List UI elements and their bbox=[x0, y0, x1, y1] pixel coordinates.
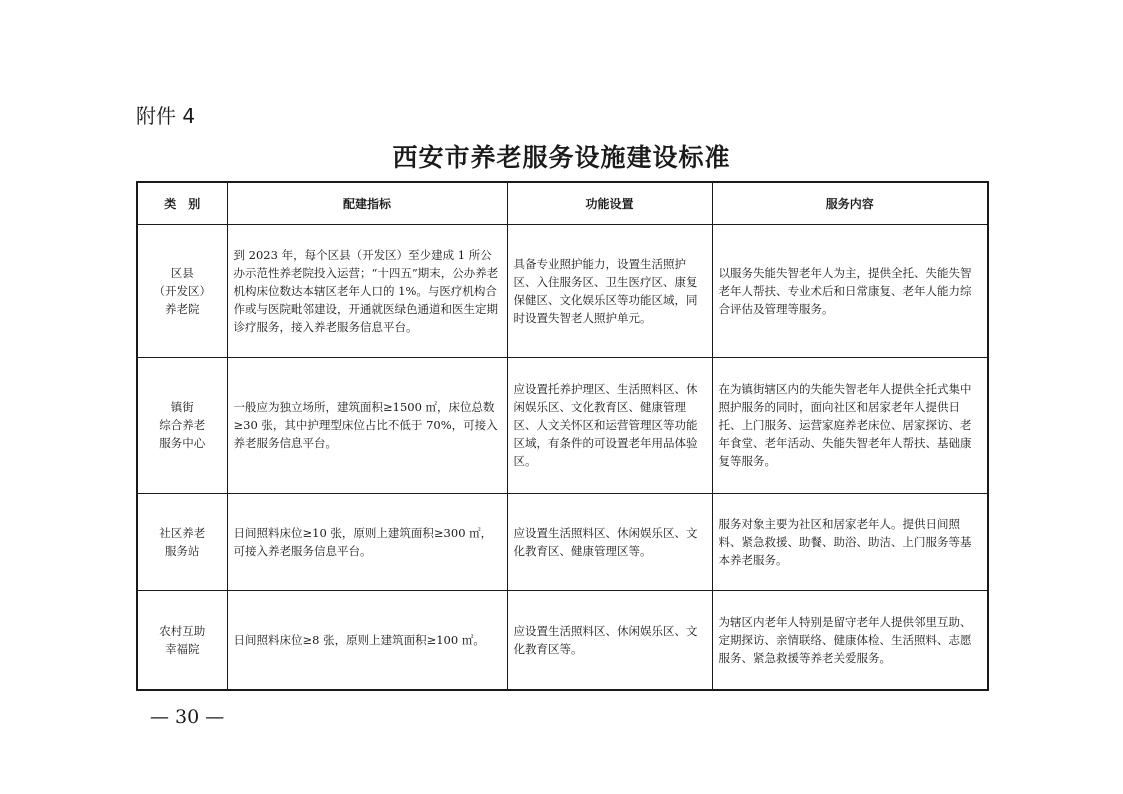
standard-cell: 到 2023 年，每个区县（开发区）至少建成 1 所公办示范性养老院投入运营；“十四五”期末，公办养老机构床位数达本辖区老年人口的 1%。与医疗机构合作或与医院毗邻建设，开通就医绿色通道和医生定期诊疗服务，接入养老服务信息平台。 bbox=[227, 224, 507, 357]
document-title: 西安市养老服务设施建设标准 bbox=[392, 143, 731, 172]
category-line: 镇街 bbox=[170, 400, 194, 414]
functions-cell: 应设置生活照料区、休闲娱乐区、文化教育区、健康管理区等。 bbox=[507, 493, 712, 590]
standards-table bbox=[136, 181, 989, 691]
standard-cell: 日间照料床位≥8 张，原则上建筑面积≥100 ㎡。 bbox=[227, 590, 507, 690]
category-cell bbox=[137, 493, 227, 590]
category-line: 综合养老 bbox=[159, 418, 206, 432]
attachment-label: 附件 4 bbox=[136, 104, 196, 128]
table-row bbox=[137, 493, 988, 590]
table-header-row bbox=[137, 182, 988, 224]
standard-cell: 一般应为独立场所，建筑面积≥1500 ㎡，床位总数≥30 张，其中护理型床位占比不低于 70%，可接入养老服务信息平台。 bbox=[227, 357, 507, 493]
category-line: 幸福院 bbox=[165, 641, 200, 656]
page-number: — 30 — bbox=[150, 706, 225, 728]
table-row bbox=[137, 357, 988, 493]
category-line: 社区养老 bbox=[159, 525, 206, 540]
header-standard: 配建指标 bbox=[227, 182, 507, 224]
functions-cell: 应设置生活照料区、休闲娱乐区、文化教育区等。 bbox=[507, 590, 712, 690]
category-cell bbox=[137, 590, 227, 690]
functions-cell: 具备专业照护能力，设置生活照护区、入住服务区、卫生医疗区、康复保健区、文化娱乐区等功能区域，同时设置失智老人照护单元。 bbox=[507, 224, 712, 357]
header-services: 服务内容 bbox=[712, 182, 988, 224]
category-line: 养老院 bbox=[165, 301, 200, 316]
services-cell: 在为镇街辖区内的失能失智老年人提供全托式集中照护服务的同时，面向社区和居家老年人提供日托、上门服务、运营家庭养老床位、居家探访、老年食堂、老年活动、失能失智老年人帮扶、基础康复等服务。 bbox=[712, 357, 988, 493]
category-line: 农村互助 bbox=[159, 623, 206, 638]
functions-cell: 应设置托养护理区、生活照料区、休闲娱乐区、文化教育区、健康管理区、人文关怀区和运营管理区等功能区域，有条件的可设置老年用品体验区。 bbox=[507, 357, 712, 493]
category-cell bbox=[137, 357, 227, 493]
category-line: （开发区） bbox=[153, 283, 211, 298]
category-cell bbox=[137, 224, 227, 357]
services-cell: 服务对象主要为社区和居家老年人。提供日间照料、紧急救援、助餐、助浴、助洁、上门服务等基本养老服务。 bbox=[712, 493, 988, 590]
category-line: 服务站 bbox=[165, 543, 200, 558]
table-row bbox=[137, 224, 988, 357]
services-cell: 为辖区内老年人特别是留守老年人提供邻里互助、定期探访、亲情联络、健康体检、生活照料、志愿服务、紧急救援等养老关爱服务。 bbox=[712, 590, 988, 690]
table-row bbox=[137, 590, 988, 690]
header-category: 类 别 bbox=[137, 182, 227, 224]
header-functions: 功能设置 bbox=[507, 182, 712, 224]
category-line: 区县 bbox=[170, 265, 194, 280]
services-cell: 以服务失能失智老年人为主，提供全托、失能失智老年人帮扶、专业术后和日常康复、老年人能力综合评估及管理等服务。 bbox=[712, 224, 988, 357]
standard-cell: 日间照料床位≥10 张，原则上建筑面积≥300 ㎡，可接入养老服务信息平台。 bbox=[227, 493, 507, 590]
category-line: 服务中心 bbox=[159, 436, 206, 450]
